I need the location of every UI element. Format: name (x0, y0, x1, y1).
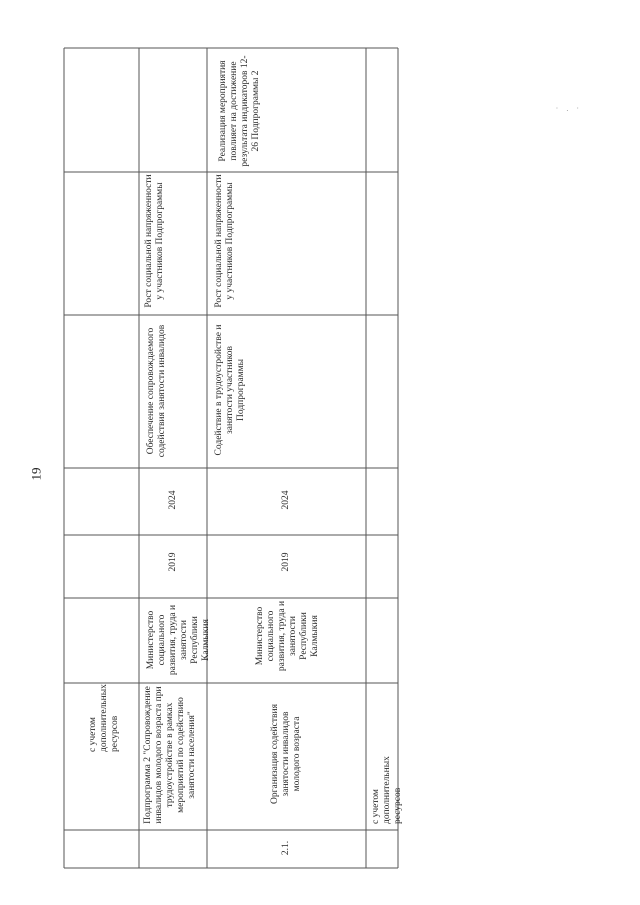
subprogram-title: Подпрограмма 2 "Сопровождение инвалидов молодого возраста при трудоустройстве в рамках мероприятий по содействию занятости населения" (143, 686, 197, 824)
item-start-year: 2019 (281, 552, 291, 572)
item-end-year: 2024 (281, 490, 291, 510)
resources-bottom-label: с учетом дополнительных ресурсов (371, 756, 403, 824)
subprogram-start-year: 2019 (168, 552, 178, 572)
subprogram-end-year: 2024 (168, 490, 178, 510)
item-executor: Министерство социального развития, труда и занятости Республики Калмыкия (255, 600, 320, 672)
subprogram-result: Обеспечение сопровождаемого содействия занятости инвалидов (146, 324, 167, 458)
item-title: Организация содействия занятости инвалидов молодого возраста (270, 704, 302, 804)
page-number: 19 (28, 467, 44, 481)
scan-specks: · . · (555, 104, 582, 113)
item-risk: Рост социальной напряженности у участников Подпрограммы (214, 174, 235, 308)
subprogram-executor: Министерство социального развития, труда и занятости Республики Калмыкия (146, 604, 211, 676)
subprogram-risk: Рост социальной напряженности у участников Подпрограммы (144, 174, 165, 308)
resources-top-label: с учетом дополнительных ресурсов (88, 684, 120, 752)
item-indicator: Реализация мероприятия повлияет на достижение результата индикаторов 12-26 Подпрограммы 2 (218, 55, 261, 167)
item-number: 2.1. (281, 840, 291, 856)
item-result: Содействие в трудоустройстве и занятости участников Подпрограммы (214, 324, 246, 456)
